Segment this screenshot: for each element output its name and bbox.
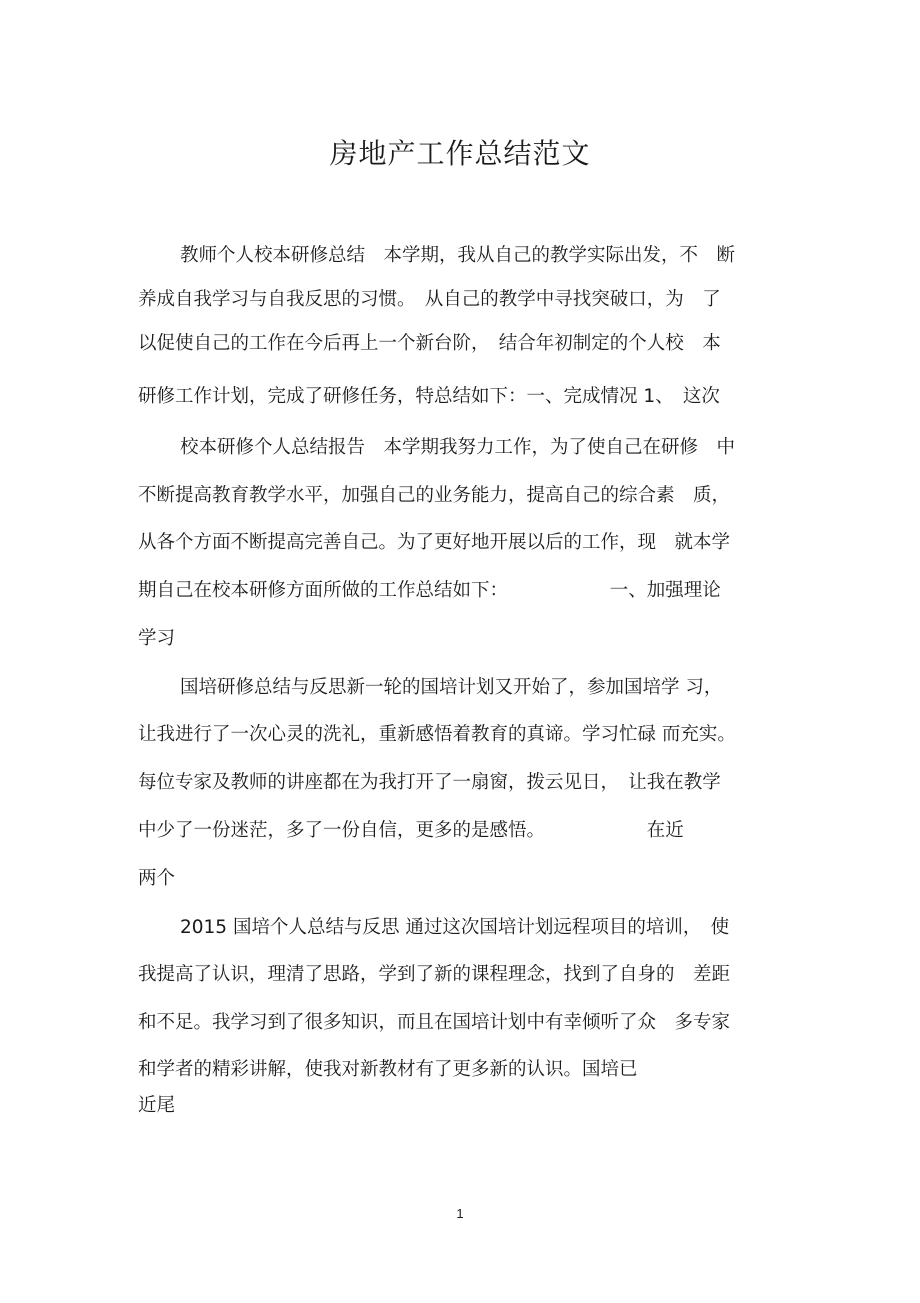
paragraph-3-line-1: 国培研修总结与反思新一轮的国培计划又开始了，参加国培学 习， xyxy=(180,677,723,698)
paragraph-2-line-4: 期自己在校本研修方面所做的工作总结如下： 一、加强理论 xyxy=(138,580,721,601)
paragraph-4-line-1: 2015 国培个人总结与反思 通过这次国培计划远程项目的培训， 使 xyxy=(180,917,730,938)
paragraph-1-line-1: 教师个人校本研修总结 本学期，我从自己的教学实际出发，不 断 xyxy=(180,245,736,266)
paragraph-1-line-2: 养成自我学习与自我反思的习惯。 从自己的教学中寻找突破口，为 了 xyxy=(138,289,721,310)
paragraph-2-line-3: 从各个方面不断提高完善自己。为了更好地开展以后的工作，现 就本学 xyxy=(138,532,731,553)
paragraph-4-line-3: 和不足。我学习到了很多知识，而且在国培计划中有幸倾听了众 多专家 xyxy=(138,1012,731,1033)
paragraph-1-line-3: 以促使自己的工作在今后再上一个新台阶， 结合年初制定的个人校 本 xyxy=(138,333,721,354)
paragraph-2-line-1: 校本研修个人总结报告 本学期我努力工作，为了使自己在研修 中 xyxy=(180,437,736,458)
paragraph-4-line-5: 近尾 xyxy=(138,1095,176,1116)
paragraph-3-line-3: 每位专家及教师的讲座都在为我打开了一扇窗，拨云见日， 让我在教学 xyxy=(138,772,721,793)
paragraph-4-line-2: 我提高了认识，理清了思路，学到了新的课程理念，找到了自身的 差距 xyxy=(138,964,731,985)
paragraph-3-line-5: 两个 xyxy=(138,868,176,889)
page-number: 1 xyxy=(456,1206,464,1221)
paragraph-2-line-5: 学习 xyxy=(138,628,176,649)
paragraph-2-line-2: 不断提高教育教学水平，加强自己的业务能力，提高自己的综合素 质， xyxy=(138,485,731,506)
paragraph-4-line-4: 和学者的精彩讲解，使我对新教材有了更多新的认识。国培已 xyxy=(138,1059,638,1080)
paragraph-3-line-2: 让我进行了一次心灵的洗礼，重新感悟着教育的真谛。学习忙碌 而充实。 xyxy=(138,724,736,745)
document-title: 房地产工作总结范文 xyxy=(329,137,591,170)
paragraph-1-line-4: 研修工作计划，完成了研修任务，特总结如下：一、完成情况 1、 这次 xyxy=(138,386,720,407)
paragraph-3-line-4: 中少了一份迷茫，多了一份自信，更多的是感悟。 在近 xyxy=(138,820,684,841)
